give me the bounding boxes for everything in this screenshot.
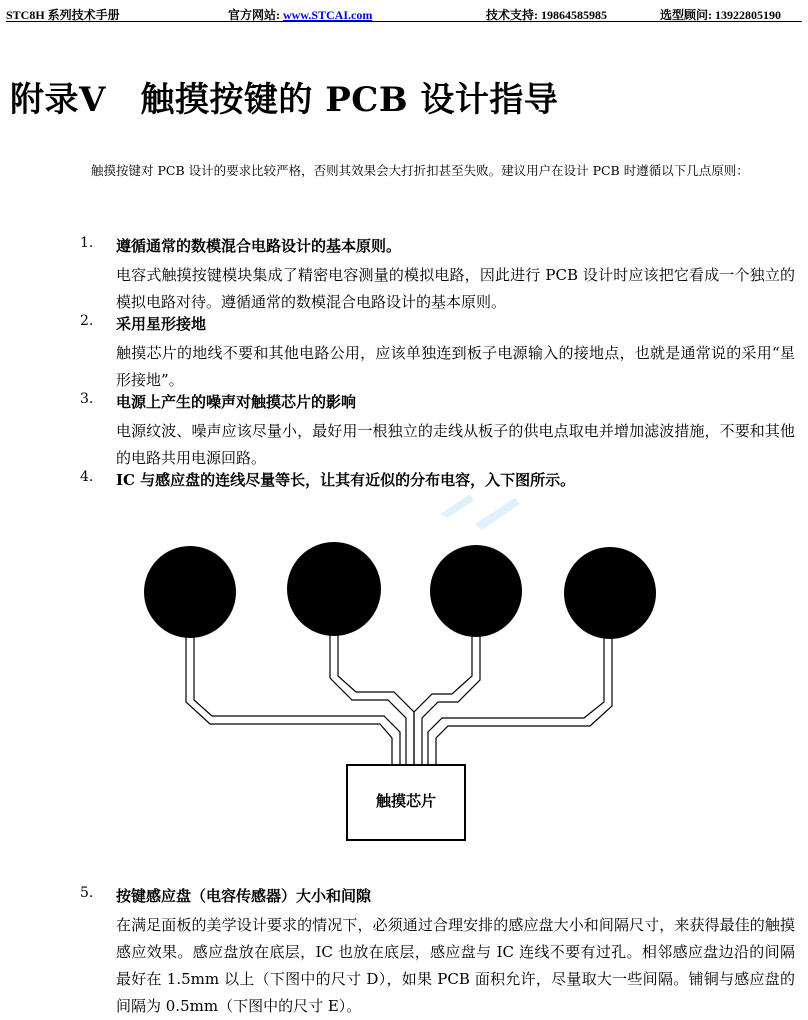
item-number: 3. <box>80 391 94 407</box>
trace-pad-2-outer <box>330 630 406 765</box>
sales-advisor: 选型顾问: 13922805190 <box>660 8 781 22</box>
intro-paragraph: 触摸按键对 PCB 设计的要求比较严格，否则其效果会大打折扣甚至失败。建议用户在设计 PCB 时遵循以下几点原则： <box>91 163 749 178</box>
site-label: 官方网站: <box>228 8 283 22</box>
item-body: 电源纹波、噪声应该尽量小，最好用一根独立的走线从板子的供电点取电并增加滤波措施，不要和其他的电路共用电源回路。 <box>116 422 795 467</box>
trace-pad-3-outer <box>422 630 480 765</box>
touch-pad-2 <box>287 542 381 636</box>
page-title: 附录V 触摸按键的 PCB 设计指导 <box>10 80 559 120</box>
item-number: 1. <box>80 235 94 251</box>
item-heading: 按键感应盘（电容传感器）大小和间隙 <box>116 887 372 905</box>
item-heading: IC 与感应盘的连线尽量等长，让其有近似的分布电容，入下图所示。 <box>116 471 576 489</box>
item-body: 触摸芯片的地线不要和其他电路公用，应该单独连到板子电源输入的接地点，也就是通常说的采用“星形接地”。 <box>116 344 795 389</box>
tech-support: 技术支持: 19864585985 <box>486 8 607 22</box>
item-number: 2. <box>80 313 94 329</box>
trace-pad-1-outer <box>186 630 392 765</box>
item-heading: 遵循通常的数模混合电路设计的基本原则。 <box>116 237 402 255</box>
item-number: 5. <box>80 885 94 901</box>
site-link[interactable]: www.STCAI.com <box>283 8 373 22</box>
item-heading: 采用星形接地 <box>116 315 207 333</box>
touch-chip-label: 触摸芯片 <box>375 792 437 810</box>
manual-title: STC8H 系列技术手册 <box>6 8 120 22</box>
trace-pad-1-inner <box>194 630 400 765</box>
item-body: 电容式触摸按键模块集成了精密电容测量的模拟电路，因此进行 PCB 设计时应该把它看成一个独立的模拟电路对待。遵循通常的数模混合电路设计的基本原则。 <box>116 266 795 311</box>
item-number: 4. <box>80 469 94 485</box>
touch-pad-3 <box>430 545 522 637</box>
item-body: 在满足面板的美学设计要求的情况下，必须通过合理安排的感应盘大小和间隔尺寸，来获得最佳的触摸感应效果。感应盘放在底层，IC 也放在底层，感应盘与 IC 连线不要有过孔。相邻感应盘边沿的间隔最好在 1.5mm 以上（下图中的尺寸 D），如果 PCB 面积允许，尽量取大一些间隔。铺铜与感应盘的间隔为 0.5mm（下图中的尺寸 E）。 <box>116 916 795 1015</box>
item-heading: 电源上产生的噪声对触摸芯片的影响 <box>116 393 357 411</box>
touch-pad-4 <box>564 547 656 639</box>
touch-pad-1 <box>144 546 236 638</box>
trace-pad-4-inner <box>428 630 604 765</box>
